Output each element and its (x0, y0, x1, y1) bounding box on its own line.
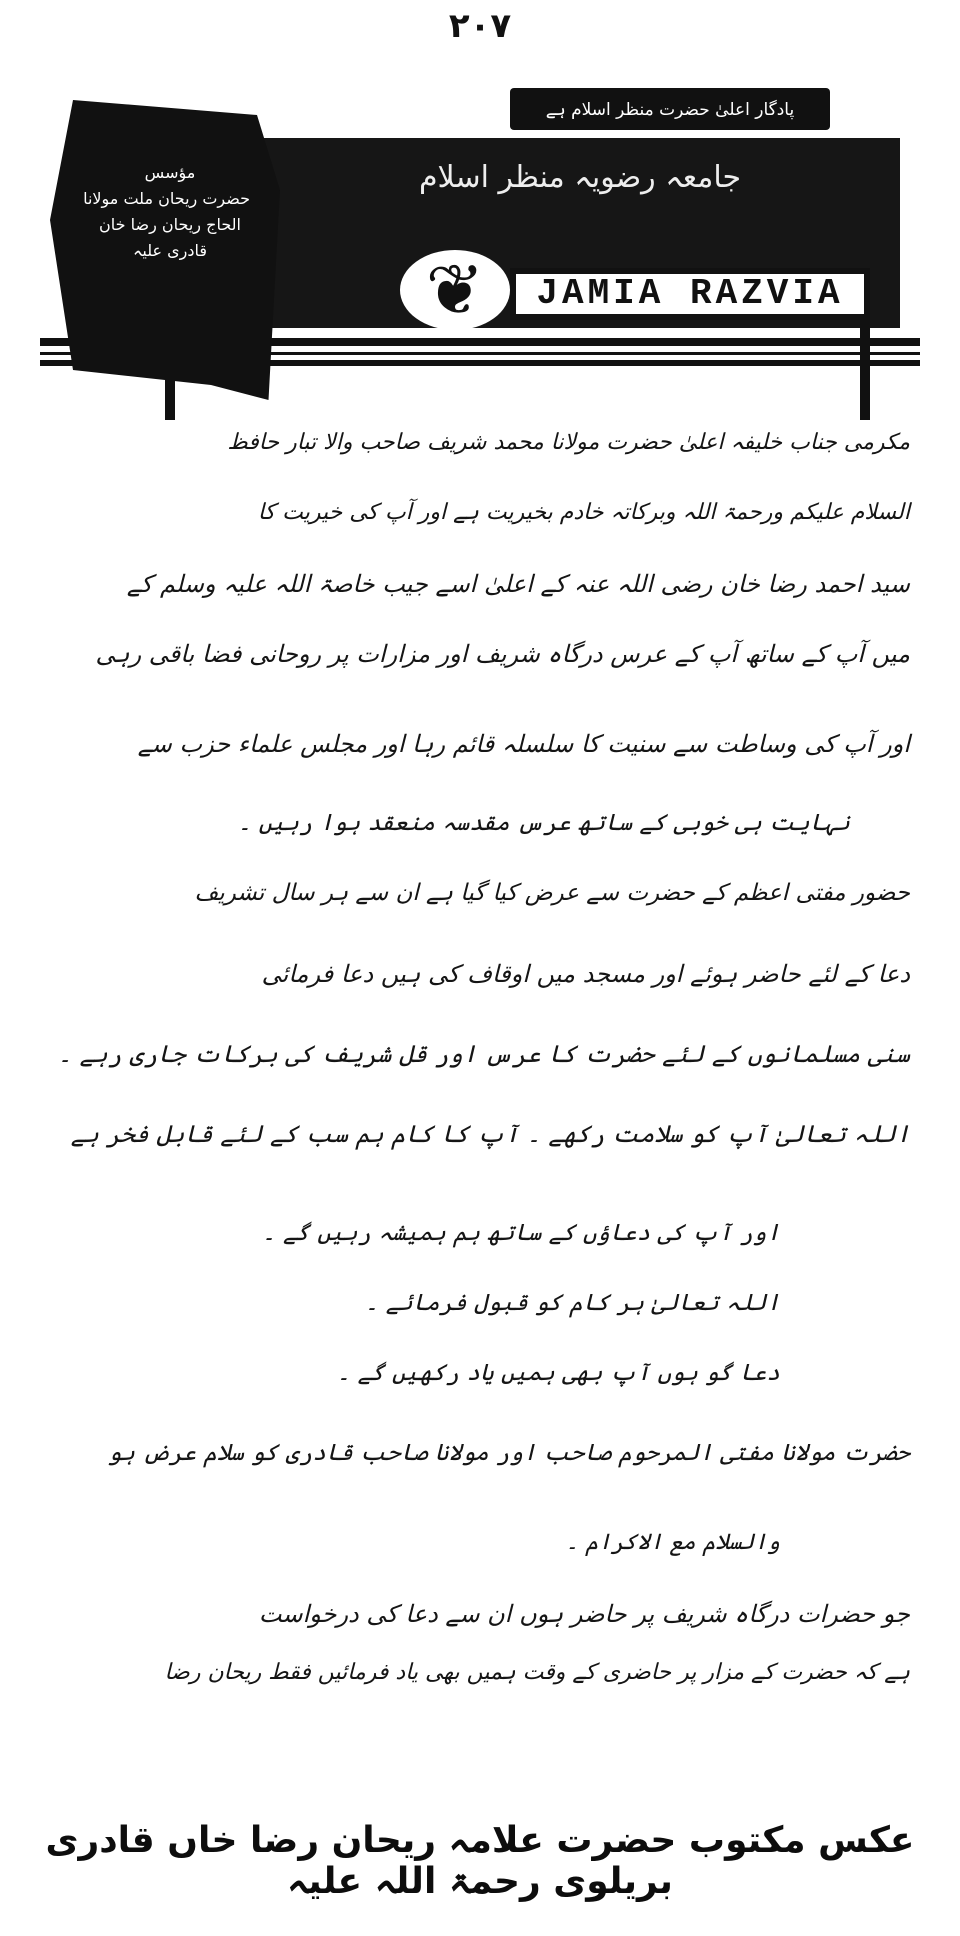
letterhead-post-left (165, 290, 175, 420)
institution-latin-name: JAMIA RAZVIA (510, 268, 870, 320)
founder-line: قادری علیہ (132, 241, 208, 260)
letter-line: اللہ تعالیٰ آپ کو سلامت رکھے ۔ آپ کا کام ہم سب کے لئے قابل فخر ہے (70, 1120, 910, 1148)
letter-line: حضرت مولانا مفتی المرحوم صاحب اور مولانا صاحب قادری کو سلام عرض ہو (108, 1440, 910, 1466)
letter-line: سنی مسلمانوں کے لئے حضرت کا عرس اور قل شریف کی برکات جاری رہے ۔ (57, 1040, 910, 1068)
caption: عکس مکتوب حضرت علامہ ریحان رضا خاں قادری بریلوی رحمۃ اللہ علیہ (45, 1820, 915, 1902)
letter-line: والسلام مع الاکرام ۔ (565, 1530, 780, 1555)
letter-line: مکرمی جناب خلیفہ اعلیٰ حضرت مولانا محمد شریف صاحب والا تبار حافظ (227, 430, 910, 455)
letter-line: اور آپ کی دعاؤں کے ساتھ ہم ہمیشہ رہیں گے ۔ (262, 1220, 780, 1246)
letter-line: اور آپ کی وساطت سے سنیت کا سلسلہ قائم رہا اور مجلس علماء حزب سے (137, 730, 910, 758)
letter-line: جو حضرات درگاہ شریف پر حاضر ہوں ان سے دعا کی درخواست (258, 1600, 910, 1628)
floral-ornament-icon: ❦ (400, 250, 510, 330)
institution-name: جامعہ رضویہ منظر اسلام (418, 160, 742, 195)
letterhead-founder-text (83, 160, 250, 264)
letter-line: دعا گو ہوں آپ بھی ہمیں یاد رکھیں گے ۔ (336, 1360, 780, 1386)
letter-line: نہایت ہی خوبی کے ساتھ عرس مقدسہ منعقد ہوا رہیں ۔ (237, 810, 850, 836)
founder-line: الحاج ریحان رضا خان (99, 215, 241, 234)
letter-line: میں آپ کے ساتھ آپ کے عرس درگاہ شریف اور مزارات پر روحانی فضا باقی رہی (95, 640, 910, 668)
letter-line: ہے کہ حضرت کے مزار پر حاضری کے وقت ہمیں بھی یاد فرمائیں فقط ریحان رضا (164, 1660, 910, 1685)
letter-line: دعا کے لئے حاضر ہوئے اور مسجد میں اوقاف کی ہیں دعا فرمائی (261, 960, 910, 988)
founder-line: مؤسس (144, 163, 196, 182)
letterhead (40, 60, 920, 420)
letter-line: حضور مفتی اعظم کے حضرت سے عرض کیا گیا ہے ان سے ہر سال تشریف (194, 880, 910, 906)
page-number: ۲۰۷ (448, 6, 512, 46)
letterhead-rule (40, 360, 920, 366)
letterhead-rule (40, 352, 920, 355)
letterhead-rule (40, 338, 920, 346)
founder-line: حضرت ریحان ملت مولانا (83, 189, 250, 208)
letter-line: اللہ تعالیٰ ہر کام کو قبول فرمائے ۔ (364, 1290, 780, 1316)
letter-line: سید احمد رضا خان رضی اللہ عنہ کے اعلیٰ اسے جیب خاصۃ اللہ علیہ وسلم کے (126, 570, 910, 598)
letterhead-tagline: پادگار اعلیٰ حضرت منظر اسلام ہے (510, 88, 830, 130)
letter-line: السلام علیکم ورحمۃ اللہ وبرکاتہ خادم بخیریت ہے اور آپ کی خیریت کا (257, 500, 910, 525)
